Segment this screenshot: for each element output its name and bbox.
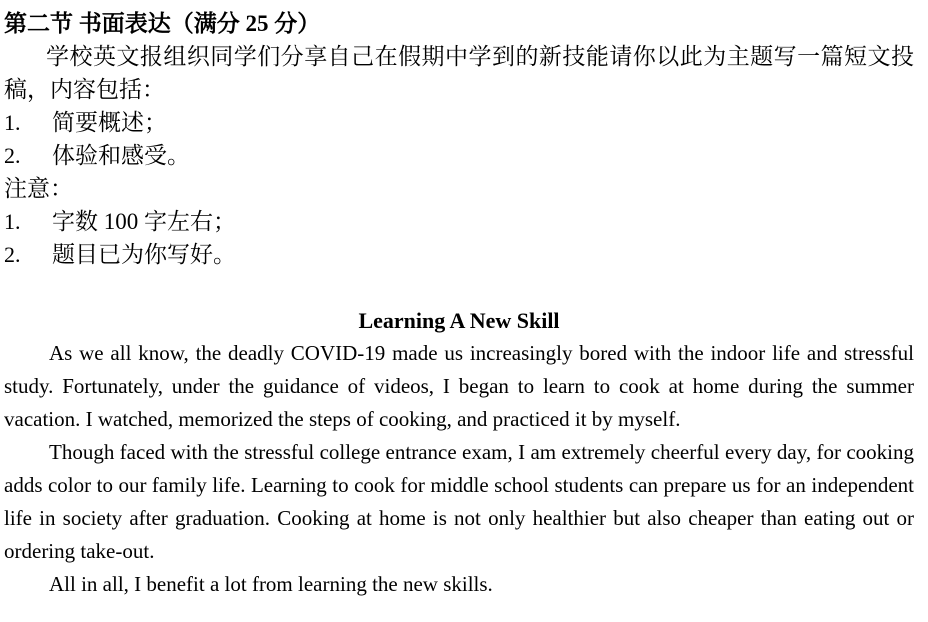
prompt-text: 学校英文报组织同学们分享自己在假期中学到的新技能请你以此为主题写一篇短文投稿，内容包括：: [4, 44, 914, 102]
section-heading: 第二节 书面表达（满分 25 分）: [4, 11, 321, 36]
essay-paragraph: All in all, I benefit a lot from learning the new skills.: [49, 572, 493, 596]
note-number: 1.: [4, 209, 21, 234]
essay-title: Learning A New Skill: [358, 308, 560, 333]
content-point-number: 1.: [4, 110, 21, 135]
note-number: 2.: [4, 242, 21, 267]
essay-paragraph: As we all know, the deadly COVID-19 made us increasingly bored with the indoor life and stressful study. Fortunately, under the guidance of videos, I began to learn to cook at home during the summer vacation. I watched, memorized the steps of cooking, and practiced it by myself.: [4, 341, 914, 431]
note-text: 字数 100 字左右；: [52, 209, 236, 234]
content-point-item: [4, 106, 914, 139]
content-point-number: 2.: [4, 143, 21, 168]
note-text: 题目已为你写好。: [52, 242, 236, 267]
content-point-text: 简要概述；: [52, 110, 167, 135]
note-item: [4, 238, 914, 271]
notes-list: [4, 205, 914, 271]
notes-label: 注意：: [4, 176, 73, 201]
note-item: [4, 205, 914, 238]
essay-paragraph: Though faced with the stressful college entrance exam, I am extremely cheerful every day, for cooking adds color to our family life. Learning to cook for middle school students can prepare us for an independent life in society after graduation. Cooking at home is not only healthier but also cheaper than eating out or ordering take-out.: [4, 440, 914, 563]
content-point-item: [4, 139, 914, 172]
essay-section: [4, 304, 914, 601]
content-points-list: [4, 106, 914, 172]
content-point-text: 体验和感受。: [52, 143, 190, 168]
